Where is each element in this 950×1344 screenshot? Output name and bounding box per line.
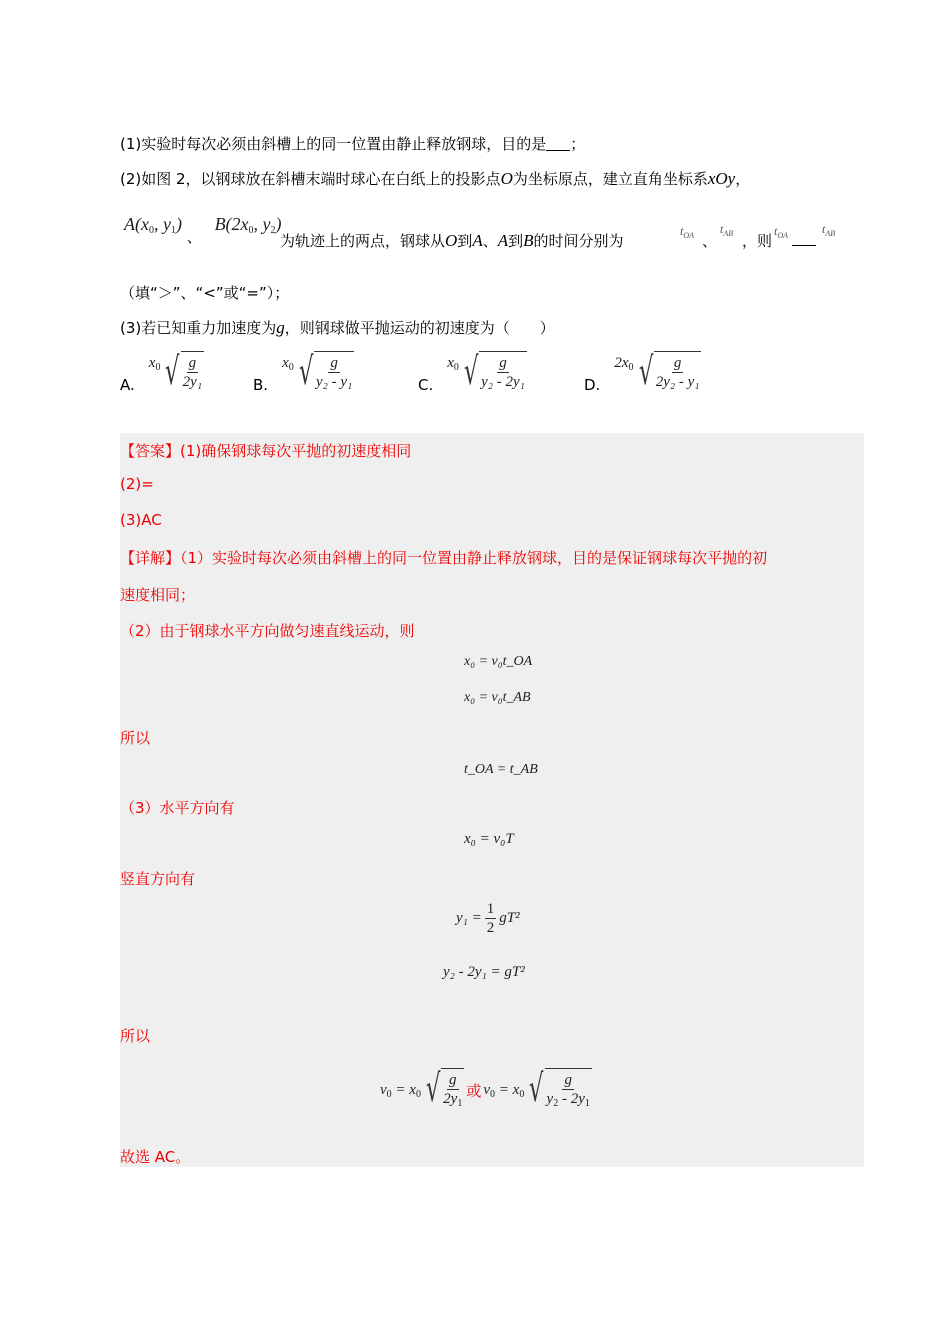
equation-4: x₀ = v₀T bbox=[464, 831, 514, 847]
t-ab-symbol: $t_{AB}$ bbox=[720, 222, 734, 238]
equation-6: y₂ - 2y₁ = gT² bbox=[443, 964, 525, 980]
then-text: ，则 bbox=[742, 232, 773, 250]
answer-line-1: 【答案】(1)确保钢球每次平抛的初速度相同 bbox=[120, 442, 412, 460]
option-a[interactable]: A. $x_0$ √ $\frac{g}{\text{2y₁}}$ bbox=[120, 349, 203, 394]
detail-line-2: 速度相同； bbox=[120, 586, 196, 604]
t-oa-symbol: $t_{OA}$ bbox=[680, 224, 695, 240]
detail-line-3: （2）由于钢球水平方向做匀速直线运动，则 bbox=[120, 622, 415, 640]
fill-instruction: （填“＞”、“<”或“=”）； bbox=[120, 284, 290, 302]
equation-5: y₁ = $\frac{1}{2}$ gT² bbox=[456, 901, 520, 936]
option-c[interactable]: C. $x_0$ √ $\frac{g}{\text{y₂ - 2y₁}}$ bbox=[418, 349, 525, 394]
separator: 、 bbox=[702, 232, 718, 250]
t-ab-symbol-2: $t_{AB}$ bbox=[822, 222, 836, 238]
question-2-line1: (2)如图 2，以钢球放在斜槽末端时球心在白纸上的投影点O为坐标原点，建立直角坐标系xOy， bbox=[120, 169, 751, 188]
option-d[interactable]: D. $2x_0$ √ $\frac{g}{\text{2y₂ - y₁}}$ bbox=[584, 349, 700, 394]
option-b[interactable]: B. $x_0$ √ $\frac{g}{\text{y₂ - y₁}}$ bbox=[253, 349, 353, 394]
equation-1: x₀ = v₀t_OA bbox=[464, 654, 533, 669]
question-2-line2-text: 为轨迹上的两点，钢球从O到A、A到B的时间分别为 bbox=[280, 231, 624, 250]
vertical-text: 竖直方向有 bbox=[120, 870, 196, 888]
question-2-line2: $A(x_0$, $y_1$) 、 $B(2x_0$, $y_2$) bbox=[124, 214, 282, 246]
compare-blank bbox=[792, 230, 816, 248]
final-answer: 故选 AC。 bbox=[120, 1148, 191, 1166]
point-b: $B(2x_0$, $y_2$) bbox=[214, 214, 282, 236]
answer-line-2: (2)= bbox=[120, 475, 154, 493]
equation-3: t_OA = t_AB bbox=[464, 762, 538, 777]
detail-line-1: 【详解】（1）实验时每次必须由斜槽上的同一位置由静止释放钢球，目的是保证钢球每次平抛的初 bbox=[120, 549, 768, 567]
equation-final: $v_0 = x_0$ √ $\frac{g}{2y_1}$ 或 $v_0 = x_0$ √ $\frac{g}{y_2 - 2y_1}$ bbox=[380, 1068, 592, 1113]
question-1: (1)实验时每次必须由斜槽上的同一位置由静止释放钢球，目的是 ； bbox=[120, 135, 586, 153]
answer-blank bbox=[546, 136, 570, 151]
answer-line-3: (3)AC bbox=[120, 511, 162, 529]
point-a: $A(x_0$, $y_1$) bbox=[124, 214, 182, 236]
so-text-2: 所以 bbox=[120, 1027, 151, 1045]
question-3: (3)若已知重力加速度为g，则钢球做平抛运动的初速度为（ ） bbox=[120, 318, 555, 337]
so-text-1: 所以 bbox=[120, 729, 151, 747]
t-oa-symbol-2: $t_{OA}$ bbox=[774, 224, 789, 240]
equation-2: x₀ = v₀t_AB bbox=[464, 690, 531, 705]
detail-line-4: （3）水平方向有 bbox=[120, 799, 235, 817]
